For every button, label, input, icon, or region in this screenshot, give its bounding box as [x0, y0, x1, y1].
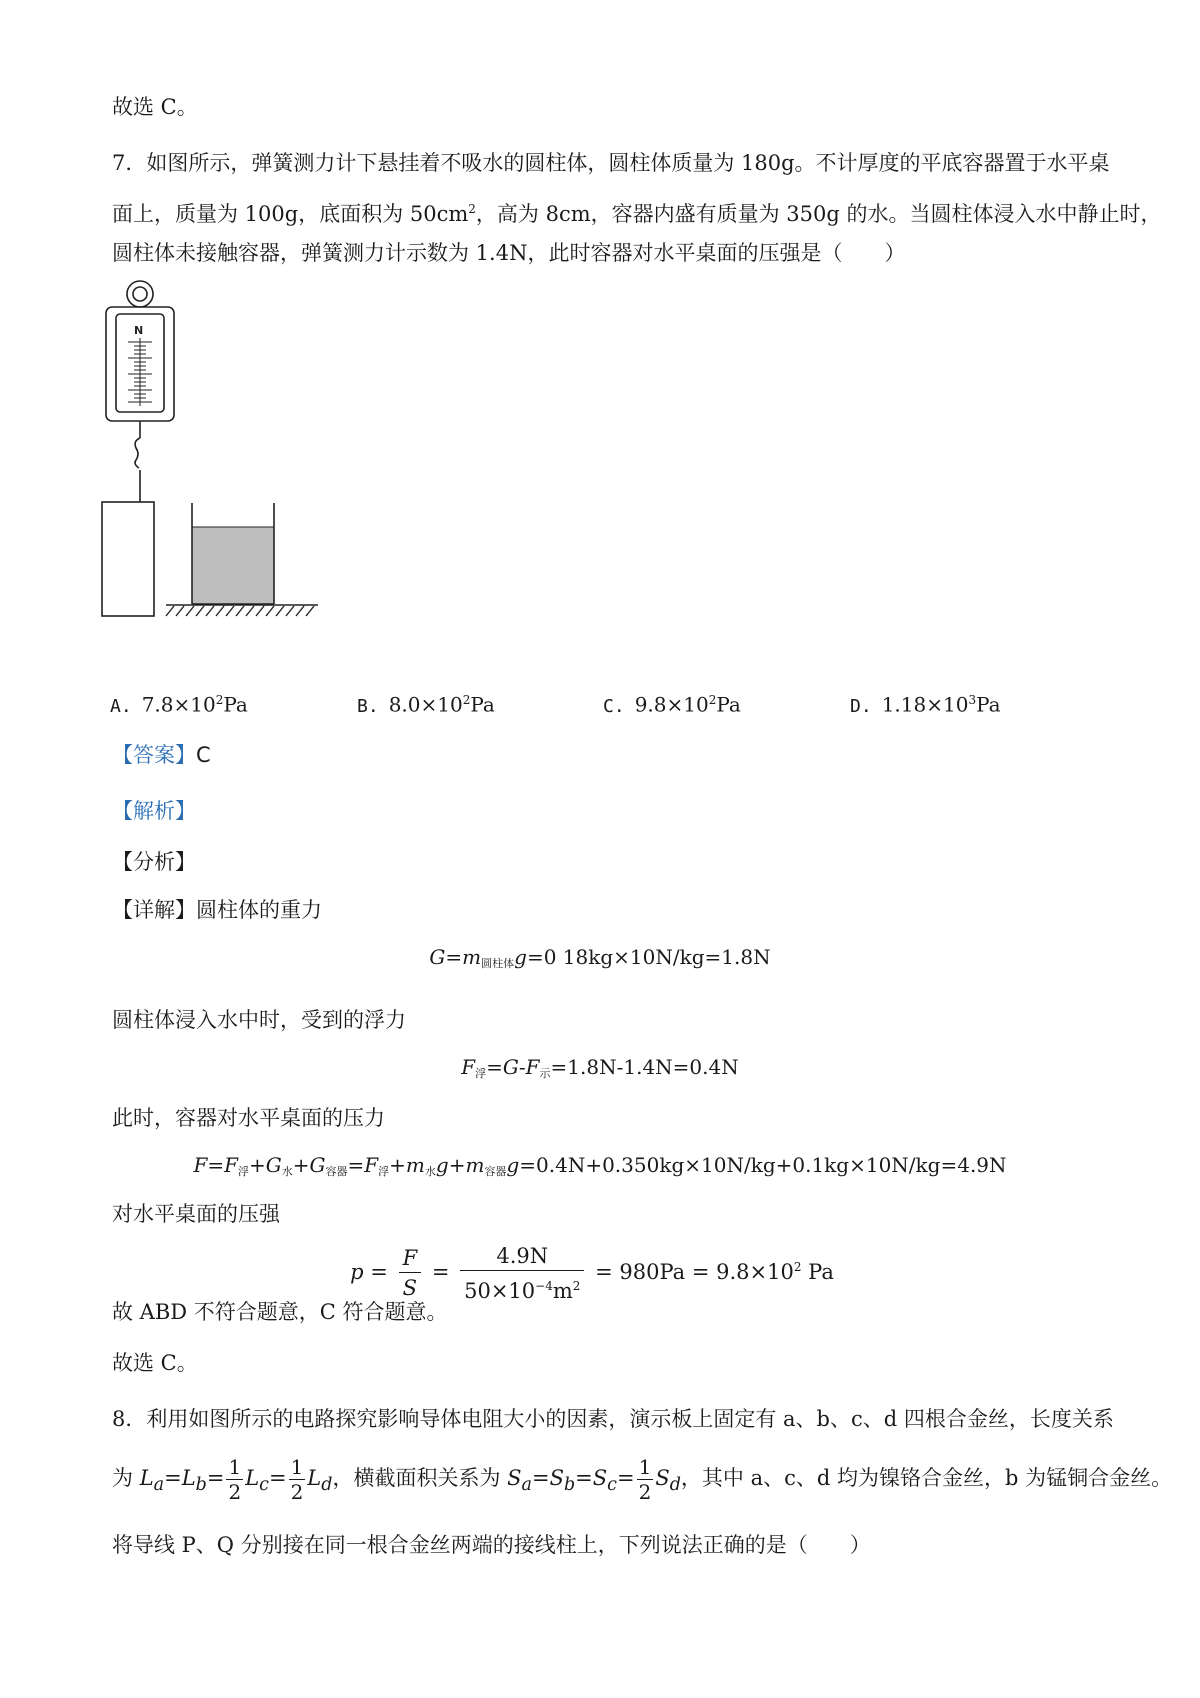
text-pressure-force: 此时，容器对水平桌面的压力 [112, 1106, 385, 1130]
text-buoyancy: 圆柱体浸入水中时，受到的浮力 [112, 1008, 406, 1032]
cylinder [102, 502, 154, 616]
equation-gravity: $G=m_{圆柱体}g=0$ 18kg×10N/kg=1.8N [429, 945, 771, 970]
equation-force: $F=F_浮+G_水+G_{容器}=F_浮+m_水g+m_{容器}g=0.4N+0.350kg\times 10N/kg+0.1kg\times 10N/kg=4.9N$ [193, 1153, 1007, 1178]
q7-figure [100, 276, 360, 636]
option-c[interactable]: C. $9.8\times 10^2Pa$ [603, 692, 741, 717]
q8-stem-line1: 8．利用如图所示的电路探究影响导体电阻大小的因素，演示板上固定有 a、b、c、d 四根合金丝，长度关系 [112, 1407, 1114, 1431]
equation-pressure: p = $\frac{F}{S}$ = $\frac{4.9N}{50\times 10^{-4}m^2}$ = $980Pa = 9.8\times 10^2$ Pa [0, 1237, 1192, 1306]
q7-stem-line1: 7．如图所示，弹簧测力计下悬挂着不吸水的圆柱体，圆柱体质量为 180g。不计厚度的平底容器置于水平桌 [112, 151, 1110, 175]
answer-line [112, 740, 211, 770]
q7-conclusion: 故选 C。 [112, 1351, 198, 1375]
answer-label: 【答案】 [112, 743, 196, 767]
q7-stem-line2: 面上，质量为 100g，底面积为 $50cm^2$，高为 8cm，容器内盛有质量为 350g 的水。当圆柱体浸入水中静止时， [112, 202, 1162, 226]
text-pressure: 对水平桌面的压强 [112, 1202, 280, 1226]
analysis-label: 【解析】 [112, 799, 196, 823]
fraction-f-over-s: $\frac{F}{S}$ [399, 1244, 422, 1303]
fraction-half-1: $\frac{1}{2}$ [228, 1455, 242, 1504]
fraction-values: $\frac{4.9N}{50\times 10^{-4}m^2}$ [460, 1242, 584, 1306]
option-b[interactable]: B. $8.0\times 10^2Pa$ [357, 692, 495, 717]
fraction-half-3: $\frac{1}{2}$ [638, 1455, 652, 1504]
equation-buoyancy: $F_浮=G-F_示=1.8N-1.4N=0.4N$ [461, 1055, 739, 1080]
conclusion-abd: 故 ABD 不符合题意，C 符合题意。 [112, 1300, 448, 1324]
fenxi-label: 【分析】 [112, 850, 196, 874]
detail-line: 【详解】圆柱体的重力 [112, 898, 322, 922]
option-d[interactable]: D. $1.18\times 10^3Pa$ [850, 692, 1001, 717]
table-surface [166, 605, 318, 616]
fraction-half-2: $\frac{1}{2}$ [290, 1455, 304, 1504]
prev-conclusion: 故选 C。 [112, 95, 198, 119]
q8-stem-line2: 为 $L_a=L_b=$ $\frac{1}{2}$ $L_c=$ $\frac{1}{2}$ $L_d$，横截面积关系为 $S_a=S_b=S_c=$ $\frac{1}{2}$ $S_d$，其中 a、c、d 均为镍铬合金丝，b 为锰铜合金丝。 [112, 1455, 1173, 1504]
q7-stem-line3: 圆柱体未接触容器，弹簧测力计示数为 1.4N，此时容器对水平桌面的压强是（ ） [112, 241, 906, 265]
answer-value: C [196, 743, 211, 767]
option-a[interactable]: A. $7.8\times 10^2Pa$ [110, 692, 248, 717]
water [192, 527, 274, 604]
q8-stem-line3: 将导线 P、Q 分别接在同一根合金丝两端的接线柱上，下列说法正确的是（ ） [112, 1533, 871, 1557]
meter-unit-label: N [134, 324, 144, 337]
scale-ticks [128, 338, 152, 406]
